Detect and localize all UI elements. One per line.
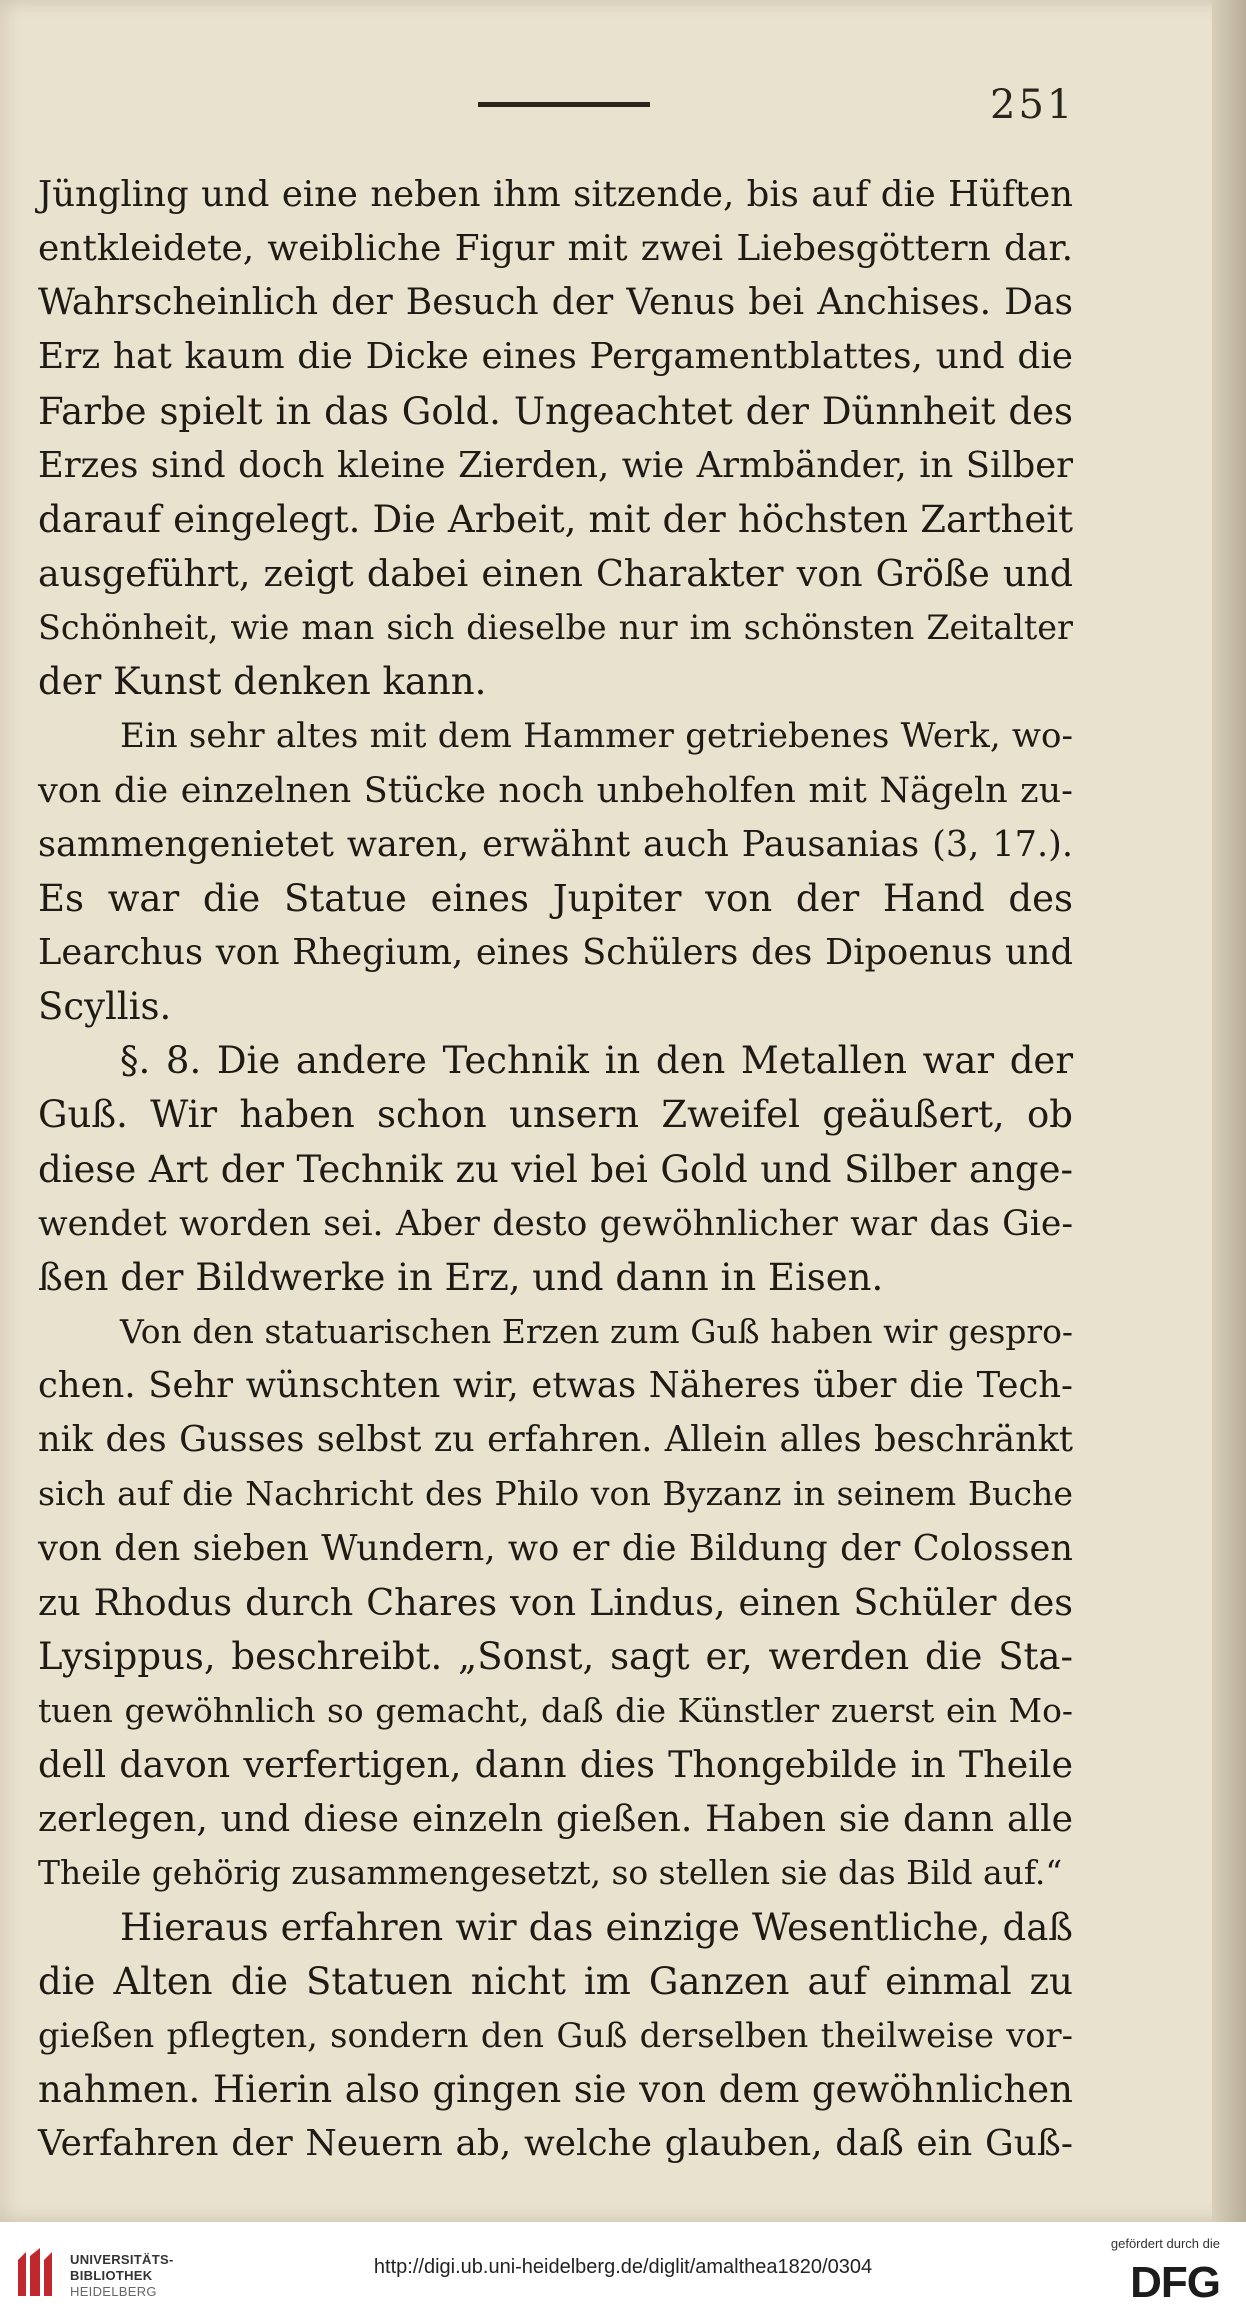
text-line: wendet worden sei. Aber desto gewöhnlicher war das Gie- bbox=[38, 1203, 1073, 1244]
text-line: von die einzelnen Stücke noch unbeholfen mit Nägeln zu- bbox=[38, 770, 1073, 811]
body-text bbox=[38, 168, 1073, 2171]
text-line: Farbe spielt in das Gold. Ungeachtet der Dünnheit des bbox=[38, 389, 1073, 433]
text-line: Es war die Statue eines Jupiter von der Hand des bbox=[38, 876, 1073, 920]
dfg-logo[interactable]: DFG bbox=[1130, 2258, 1220, 2307]
text-line: dell davon verfertigen, dann dies Thongebilde in Theile bbox=[38, 1743, 1073, 1787]
text-line: zerlegen, und diese einzeln gießen. Haben sie dann alle bbox=[38, 1797, 1073, 1841]
text-line: ausgeführt, zeigt dabei einen Charakter von Größe und bbox=[38, 551, 1073, 595]
viewer-footer bbox=[0, 2222, 1246, 2320]
text-line: Scyllis. bbox=[38, 985, 172, 1029]
text-line: Jüngling und eine neben ihm sitzende, bis auf die Hüften bbox=[38, 174, 1073, 215]
library-name-line: HEIDELBERG bbox=[70, 2284, 157, 2299]
text-line: chen. Sehr wünschten wir, etwas Näheres über die Tech- bbox=[38, 1365, 1073, 1407]
text-line: Learchus von Rhegium, eines Schülers des Dipoenus und bbox=[38, 931, 1073, 973]
text-line: Guß. Wir haben schon unsern Zweifel geäußert, ob bbox=[38, 1093, 1073, 1137]
text-line: Lysippus, beschreibt. „Sonst, sagt er, werden die Sta- bbox=[38, 1634, 1073, 1678]
text-line: §. 8. Die andere Technik in den Metallen war der bbox=[120, 1039, 1073, 1083]
text-line: nahmen. Hierin also gingen sie von dem gewöhnlichen bbox=[38, 2067, 1073, 2111]
text-line: sich auf die Nachricht des Philo von Byzanz in seinem Buche bbox=[38, 1474, 1073, 1514]
text-line: ßen der Bildwerke in Erz, und dann in Eisen. bbox=[38, 1255, 884, 1299]
text-line: Verfahren der Neuern ab, welche glauben, daß ein Guß- bbox=[38, 2123, 1073, 2165]
text-line: nik des Gusses selbst zu erfahren. Allein alles beschränkt bbox=[38, 1419, 1073, 1461]
header-rule bbox=[478, 102, 650, 107]
library-name-line: UNIVERSITÄTS- bbox=[70, 2252, 174, 2267]
text-line: diese Art der Technik zu viel bei Gold und Silber ange- bbox=[38, 1147, 1073, 1191]
text-line: gießen pflegten, sondern den Guß derselben theilweise vor- bbox=[38, 2015, 1073, 2055]
library-name-line: BIBLIOTHEK bbox=[70, 2268, 153, 2283]
text-line: Hieraus erfahren wir das einzige Wesentliche, daß bbox=[120, 1905, 1073, 1949]
text-line: zu Rhodus durch Chares von Lindus, einen Schüler des bbox=[38, 1580, 1073, 1624]
text-line: sammengenietet waren, erwähnt auch Pausanias (3, 17.). bbox=[38, 823, 1073, 865]
text-line: Von den statuarischen Erzen zum Guß haben wir gespro- bbox=[120, 1312, 1073, 1351]
text-line: die Alten die Statuen nicht im Ganzen auf einmal zu bbox=[38, 1959, 1073, 2003]
page-gutter-shadow bbox=[1212, 0, 1246, 2222]
text-line: der Kunst denken kann. bbox=[38, 660, 487, 704]
text-line: Wahrscheinlich der Besuch der Venus bei Anchises. Das bbox=[38, 282, 1073, 324]
text-line: Ein sehr altes mit dem Hammer getriebenes Werk, wo- bbox=[120, 716, 1073, 757]
text-line: Erzes sind doch kleine Zierden, wie Armbänder, in Silber bbox=[38, 444, 1073, 486]
text-line: entkleidete, weibliche Figur mit zwei Liebesgöttern dar. bbox=[38, 228, 1073, 270]
text-line: Theile gehörig zusammengesetzt, so stellen sie das Bild auf.“ bbox=[38, 1853, 1063, 1893]
text-line: Erz hat kaum die Dicke eines Pergamentblattes, und die bbox=[38, 336, 1073, 378]
sponsor-label: gefördert durch die bbox=[1110, 2236, 1220, 2251]
permalink-url[interactable]: http://digi.ub.uni-heidelberg.de/diglit/amalthea1820/0304 bbox=[373, 2256, 873, 2278]
page-number: 251 bbox=[990, 82, 1076, 128]
text-line: darauf eingelegt. Die Arbeit, mit der höchsten Zartheit bbox=[38, 497, 1073, 541]
text-line: tuen gewöhnlich so gemacht, daß die Künstler zuerst ein Mo- bbox=[38, 1691, 1073, 1730]
text-line: Schönheit, wie man sich dieselbe nur im schönsten Zeitalter bbox=[38, 608, 1073, 648]
text-line: von den sieben Wundern, wo er die Bildung der Colossen bbox=[38, 1527, 1073, 1569]
